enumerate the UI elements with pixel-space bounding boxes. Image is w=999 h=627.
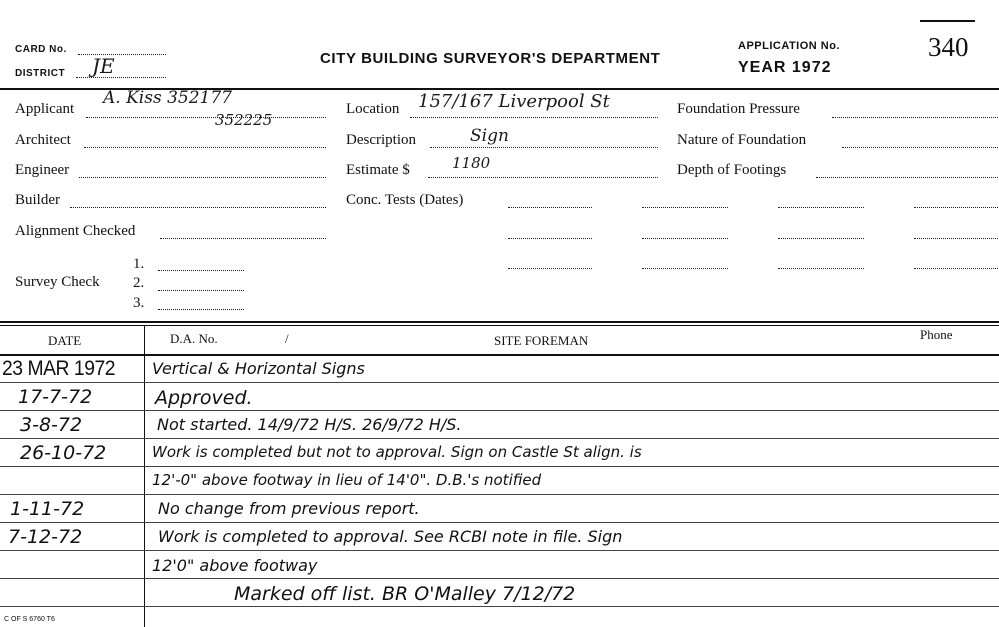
row-divider xyxy=(0,494,999,495)
builder-label: Builder xyxy=(15,192,60,208)
survey-num-3: 3. xyxy=(133,295,145,311)
col-da-header: D.A. No. xyxy=(170,331,218,346)
architect-label: Architect xyxy=(15,132,71,148)
survey-num-2: 2. xyxy=(133,275,145,291)
col-phone-header: Phone xyxy=(920,327,953,342)
description-line xyxy=(430,147,658,148)
row-date: 1-11-72 xyxy=(10,498,85,520)
application-no-label: APPLICATION No. xyxy=(738,40,841,52)
alignment-checked-label: Alignment Checked xyxy=(15,223,136,239)
location-line xyxy=(410,117,658,118)
engineer-line xyxy=(79,177,326,178)
application-no-rule xyxy=(920,20,975,22)
row-date: 3-8-72 xyxy=(20,414,83,436)
row-entry: Work is completed to approval. See RCBI note in file. Sign xyxy=(158,527,623,546)
district-line xyxy=(76,77,166,78)
description-value: Sign xyxy=(470,126,509,146)
card-no-label: CARD No. xyxy=(15,44,67,55)
district-label: DISTRICT xyxy=(15,68,66,79)
row-divider xyxy=(0,438,999,439)
row-divider xyxy=(0,606,999,607)
survey-line-3 xyxy=(158,309,244,310)
applicant-label: Applicant xyxy=(15,101,75,117)
row-divider xyxy=(0,466,999,467)
row-divider xyxy=(0,382,999,383)
survey-num-1: 1. xyxy=(133,256,145,272)
row-date: 17-7-72 xyxy=(18,386,93,408)
row-date: 26-10-72 xyxy=(20,442,107,464)
applicant-line xyxy=(86,117,326,118)
table-header-rule xyxy=(0,354,999,356)
depth-footings-line xyxy=(816,177,998,178)
conc-test-line xyxy=(914,238,998,239)
applicant-value: A. Kiss 352177 xyxy=(103,88,232,108)
estimate-value: 1180 xyxy=(452,154,491,172)
alignment-line xyxy=(160,238,326,239)
conc-test-line xyxy=(914,207,998,208)
description-label: Description xyxy=(346,132,416,148)
nature-foundation-label: Nature of Foundation xyxy=(677,132,807,148)
application-number: 340 xyxy=(928,32,969,62)
foundation-pressure-line xyxy=(832,117,998,118)
row-date: 7-12-72 xyxy=(8,526,83,548)
conc-test-line xyxy=(642,238,728,239)
applicant-value-2: 352225 xyxy=(215,111,273,129)
row-divider xyxy=(0,522,999,523)
row-divider xyxy=(0,550,999,551)
survey-check-label: Survey Check xyxy=(15,274,100,290)
department-title: CITY BUILDING SURVEYOR'S DEPARTMENT xyxy=(320,50,661,67)
conc-test-line xyxy=(778,207,864,208)
conc-test-line xyxy=(778,268,864,269)
col-foreman-header: SITE FOREMAN xyxy=(494,333,589,348)
table-top-rule xyxy=(0,321,999,323)
survey-line-1 xyxy=(158,270,244,271)
foundation-pressure-label: Foundation Pressure xyxy=(677,101,800,117)
date-column-divider xyxy=(144,326,145,627)
location-value: 157/167 Liverpool St xyxy=(418,91,610,112)
row-entry: Not started. 14/9/72 H/S. 26/9/72 H/S. xyxy=(157,415,462,434)
nature-foundation-line xyxy=(842,147,998,148)
row-divider xyxy=(0,578,999,579)
year-label: YEAR 1972 xyxy=(738,59,832,76)
architect-line xyxy=(84,147,326,148)
row-entry: Work is completed but not to approval. Sign on Castle St align. is xyxy=(152,443,642,461)
row-entry: Vertical & Horizontal Signs xyxy=(152,359,365,378)
row-entry: 12'0" above footway xyxy=(152,556,318,575)
engineer-label: Engineer xyxy=(15,162,70,178)
estimate-line xyxy=(428,177,658,178)
conc-test-line xyxy=(914,268,998,269)
conc-test-line xyxy=(508,268,592,269)
builder-line xyxy=(70,207,326,208)
depth-footings-label: Depth of Footings xyxy=(677,162,787,178)
survey-line-2 xyxy=(158,290,244,291)
conc-test-line xyxy=(642,207,728,208)
row-entry: Marked off list. BR O'Malley 7/12/72 xyxy=(234,583,576,605)
table-top-rule-2 xyxy=(0,325,999,326)
estimate-label: Estimate $ xyxy=(346,162,410,178)
conc-tests-label: Conc. Tests (Dates) xyxy=(346,192,464,208)
col-date-header: DATE xyxy=(48,333,82,348)
row-divider xyxy=(0,410,999,411)
conc-test-line xyxy=(778,238,864,239)
location-label: Location xyxy=(346,101,400,117)
row-date: 23 MAR 1972 xyxy=(2,357,116,380)
conc-test-line xyxy=(508,207,592,208)
row-entry: 12'-0" above footway in lieu of 14'0". D.B.'s notified xyxy=(152,471,542,489)
row-entry: No change from previous report. xyxy=(158,499,420,518)
conc-test-line xyxy=(642,268,728,269)
form-code: C OF S 6760 T6 xyxy=(4,616,55,623)
col-slash: / xyxy=(285,331,289,346)
district-value: JE xyxy=(92,54,115,78)
row-entry: Approved. xyxy=(155,387,253,409)
conc-test-line xyxy=(508,238,592,239)
